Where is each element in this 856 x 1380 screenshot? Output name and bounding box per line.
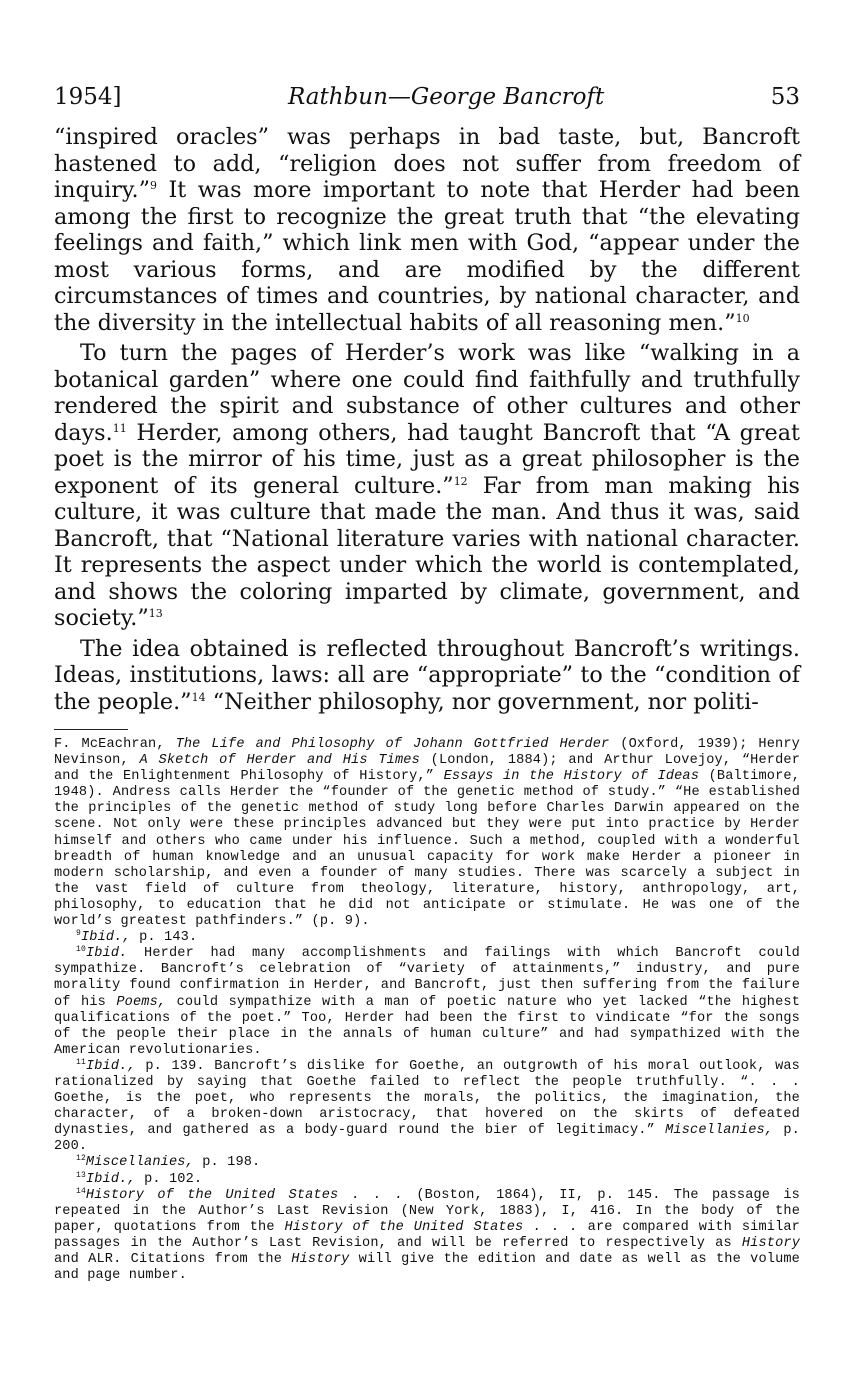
footnote-14-title-history-3: History (741, 1235, 800, 1251)
footnote-10-text-a: Herder had many accomplishments and failings with which Bancroft could sympathize. Bancroft’s celebration of “variety of attainments,” industry, and pure morality found confirmation in Herder, and Bancroft, just then suffering from the failure of his (54, 946, 800, 1010)
footnote-11-number: 11 (76, 1057, 86, 1067)
footnote-9-text: p. 143. (130, 930, 198, 946)
paragraph-1-text-b: It was more important to note that Herder had been among the first to recognize the great truth that “the elevating feelings and faith,” which link men with God, “appear under the most various forms, and are modified by the different circumstances of times and countries, by national character, and the diversity in the intellectual habits of all reasoning men.” (54, 177, 800, 336)
footnote-cont-text-a: F. McEachran, (54, 737, 176, 752)
body-text (54, 124, 800, 715)
footnote-14-title-history-4: History (291, 1252, 350, 1267)
footnote-10-number: 10 (76, 945, 86, 955)
footnote-continued (54, 737, 800, 930)
footnotes (54, 737, 800, 1284)
footnote-13-text: p. 102. (135, 1171, 203, 1187)
note-ref-9: 9 (150, 179, 158, 192)
footnote-14-title-history-2: History of the United States . . . (284, 1219, 578, 1235)
paragraph-3 (54, 636, 800, 716)
note-ref-13: 13 (148, 607, 163, 620)
footnote-10-text-b: could sympathize with a man of poetic nature who yet lacked “the highest qualifications of the poet.” Too, Herder had been the first to vindicate “for the songs of the people their place in the annals of human culture” and had sympathized with the American revolutionaries. (54, 994, 800, 1058)
footnote-10-ibid: Ibid. (85, 946, 128, 962)
footnote-13-ibid: Ibid., (85, 1171, 136, 1187)
footnote-11-title-miscellanies: Miscellanies, (665, 1123, 774, 1139)
footnote-14-text-a: (Boston, 1864), II, p. 145. The passage is repeated in the Author’s Last Revision (New York, 1883), I, 416. In the body of the paper, quotations from the (54, 1187, 800, 1235)
paragraph-1-text-a: “inspired oracles” was perhaps in bad taste, but, Bancroft hastened to add, “religion does not suffer from freedom of inquiry.” (54, 124, 800, 203)
footnote-cont-text-b: (Oxford, 1939); Henry Nevinson, (54, 737, 800, 769)
footnote-14-text-d: will give the edition and date as well as the volume and page number. (54, 1252, 800, 1284)
footnote-11-ibid: Ibid., (85, 1058, 136, 1074)
footnote-14-text-b: are compared with similar passages in the Author’s Last Revision, and will be referred to respectively as (54, 1219, 800, 1251)
paragraph-3-text-b: “Neither philosophy, nor government, nor politi- (205, 688, 759, 715)
footnote-12-text: p. 198. (193, 1155, 261, 1171)
footnote-14-text-c: and ALR. Citations from the (54, 1252, 292, 1267)
footnote-divider (54, 729, 128, 730)
page-number: 53 (770, 84, 800, 110)
running-header (54, 84, 800, 110)
footnote-9-number: 9 (76, 929, 81, 939)
running-title: Rathbun—George Bancroft (287, 84, 605, 110)
paragraph-1 (54, 124, 800, 336)
footnote-10-title-poems: Poems, (116, 994, 167, 1010)
footnote-cont-text-d: (Baltimore, 1948). Andress calls Herder the “founder of the genetic method of study.” “He established the principles of the genetic method of study long before Charles Darwin appeared on the scene. Not only were these principles advanced but they were put into practice by Herder himself and others who came under his influence. Such a method, coupled with a wonderful breadth of human knowledge and an unusual capacity for work make Herder a pioneer in modern scholarship, and even a founder of many studies. There was scarcely a subject in the vast field of culture from theology, literature, history, anthropology, art, philosophy, to education that he did not anticipate or stimulate. He was one of the world’s greatest pathfinders.” (p. 9). (54, 769, 800, 930)
footnote-9 (54, 930, 800, 946)
note-ref-11: 11 (112, 421, 127, 435)
footnote-cont-text-c: (London, 1884); and Arthur Lovejoy, “Herder and the Enlightenment Philosophy of History,” (54, 753, 801, 785)
footnote-14-title-history: History of the United States . . . (85, 1187, 404, 1203)
note-ref-14: 14 (191, 690, 206, 704)
header-year: 1954] (54, 84, 122, 110)
paragraph-2-text-b: Herder, among others, had taught Bancroft that “A great poet is the mirror of his time, just as a great philosopher is the exponent of its general culture.” (54, 419, 800, 499)
note-ref-10: 10 (735, 311, 750, 325)
footnote-cont-title-herder-life: The Life and Philosophy of Johann Gottfried Herder (175, 737, 610, 752)
paragraph-3-text-a: The idea obtained is reflected throughout Bancroft’s writings. Ideas, institutions, laws: all are “appropriate” to the “condition of the people.” (54, 635, 800, 715)
footnote-12-title-miscellanies: Miscellanies, (85, 1155, 194, 1171)
footnote-12 (54, 1155, 800, 1171)
footnote-cont-title-herder-sketch: A Sketch of Herder and His Times (139, 753, 420, 769)
footnote-14-number: 14 (76, 1186, 86, 1196)
footnote-13 (54, 1172, 800, 1188)
footnote-11 (54, 1059, 800, 1156)
note-ref-12: 12 (453, 474, 468, 488)
footnote-10 (54, 946, 800, 1059)
footnote-12-number: 12 (76, 1154, 86, 1164)
paragraph-2-text-a: To turn the pages of Herder’s work was like “walking in a botanical garden” where one could find faithfully and truthfully rendered the spirit and substance of other cultures and other days. (54, 340, 800, 446)
footnote-14 (54, 1188, 800, 1285)
footnote-cont-title-essays: Essays in the History of Ideas (443, 769, 700, 785)
footnote-11-text-b: p. 200. (54, 1123, 800, 1155)
footnote-11-text-a: p. 139. Bancroft’s dislike for Goethe, an outgrowth of his moral outlook, was rationalized by saying that Goethe failed to reflect the people truthfully. “. . . Goethe, is the poet, who represents the morals, the politics, the imagination, the character, of a broken-down aristocracy, that hovered on the skirts of defeated dynasties, and gathered as a body-guard round the bier of legitimacy.” (54, 1058, 800, 1139)
paragraph-2-text-c: Far from man making his culture, it was culture that made the man. And thus it was, said Bancroft, that “National literature varies with national character. It represents the aspect under which the world is contemplated, and shows the coloring imparted by climate, government, and society.” (54, 472, 800, 631)
paragraph-2 (54, 340, 800, 632)
footnote-13-number: 13 (76, 1170, 86, 1180)
footnote-9-ibid: Ibid., (80, 930, 131, 946)
